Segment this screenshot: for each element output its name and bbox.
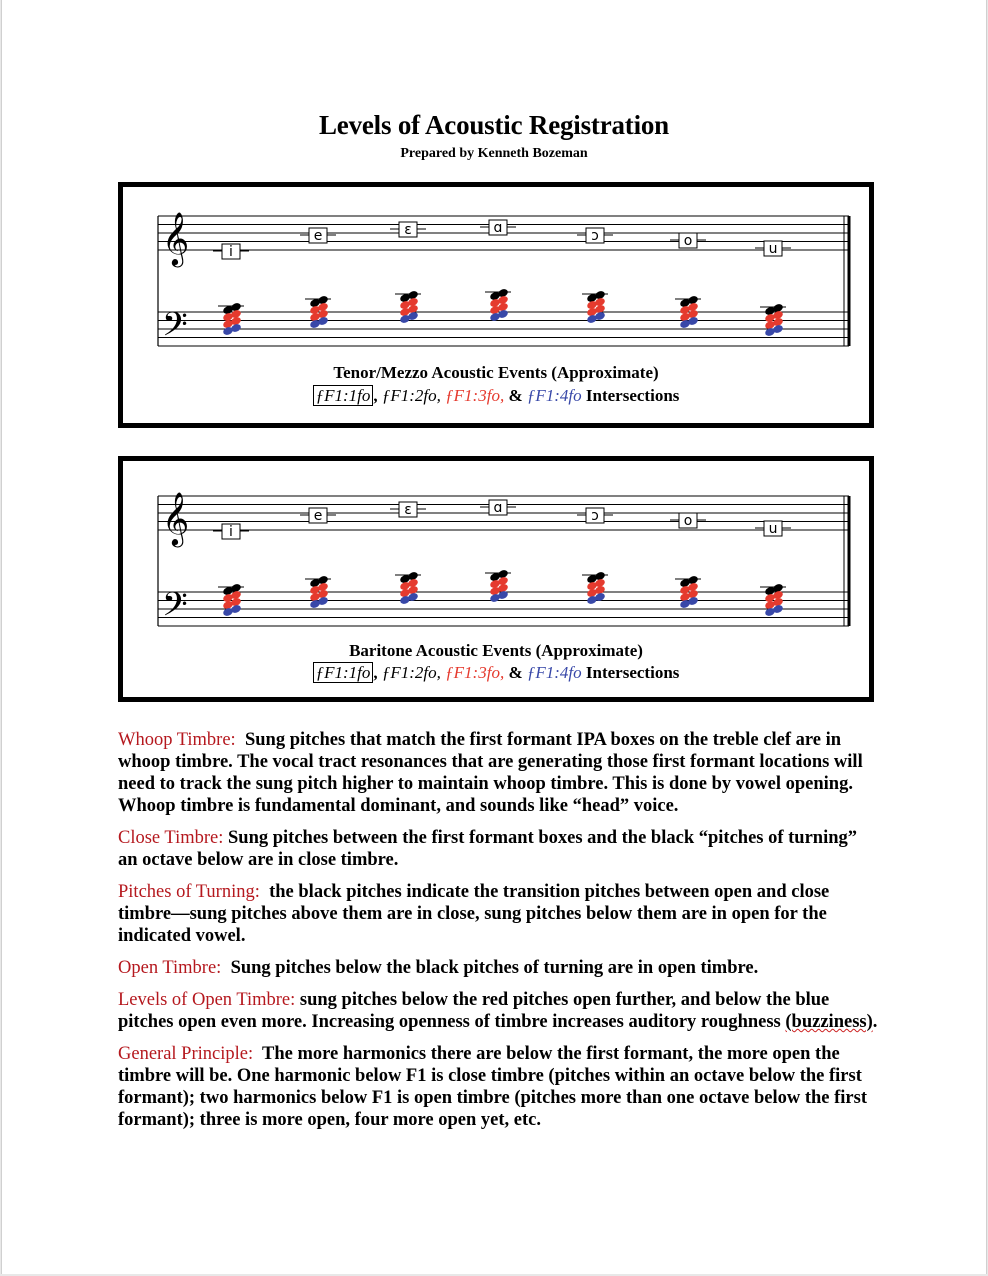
baritone-caption: Baritone Acoustic Events (Approximate) xyxy=(349,641,643,660)
vowel-label: u xyxy=(768,241,778,257)
paragraph-whoop-timbre: Whoop Timbre: Sung pitches that match the first formant IPA boxes on the treble clef are in whoop timbre. The vocal tract resonances that are generating those first formant locations will need to track the sung pitch higher to maintain whoop timbre. This is done by vowel opening. Whoop timbre is fundamental dominant, and sounds like “head” voice. xyxy=(118,730,863,816)
vowel-label: u xyxy=(768,521,778,537)
bass-clef-icon: 𝄢 xyxy=(162,306,188,352)
legend-f1-4: ƒF1:4fo xyxy=(526,663,582,682)
baritone-legend: ƒF1:1fo , ƒF1:2fo, ƒF1:3fo, & ƒF1:4fo Intersections xyxy=(123,663,869,683)
vowel-label: i xyxy=(229,244,233,260)
vowel-label: i xyxy=(229,524,233,540)
vowel-label: ɛ xyxy=(404,502,412,518)
paragraph-levels-of-open-timbre: Levels of Open Timbre: sung pitches below the red pitches open further, and below the blue pitches open even more. Increasing openness of timbre increases auditory roughness (buzziness). xyxy=(118,990,878,1032)
vowel-label: ɛ xyxy=(404,222,412,238)
vowel-label: ɔ xyxy=(591,508,599,524)
explanation-text xyxy=(118,729,878,1141)
paragraph-general-principle: General Principle: The more harmonics there are below the first formant, the more open the timbre will be. One harmonic below F1 is close timbre (pitches within an octave below the first formant); two harmonics below F1 is open timbre (pitches more than one octave below the first formant); three is more open, four more open yet, etc. xyxy=(118,1044,867,1130)
baritone-score xyxy=(123,461,869,697)
vowel-label: ɔ xyxy=(591,228,599,244)
paragraph-pitches-of-turning: Pitches of Turning: the black pitches indicate the transition pitches between open and close timbre—sung pitches above them are in close, sung pitches below them are in open for the indicated vowel. xyxy=(118,882,830,946)
legend-f1-1: ƒF1:1fo xyxy=(313,662,374,683)
vowel-label: ɑ xyxy=(493,500,503,516)
paragraph-close-timbre: Close Timbre: Sung pitches between the first formant boxes and the black “pitches of turning” an octave below are in close timbre. xyxy=(118,828,858,870)
vowel-label: e xyxy=(313,228,323,244)
vowel-label: e xyxy=(313,508,323,524)
page-subtitle: Prepared by Kenneth Bozeman xyxy=(400,146,588,161)
legend-f1-3: ƒF1:3fo, xyxy=(445,386,505,405)
treble-clef-icon: 𝄞 xyxy=(162,211,190,265)
treble-clef-icon: 𝄞 xyxy=(162,491,190,545)
legend-f1-1: ƒF1:1fo xyxy=(313,385,374,406)
baritone-panel xyxy=(118,456,874,702)
page-title: Levels of Acoustic Registration xyxy=(319,110,669,140)
tenor-mezzo-legend: ƒF1:1fo , ƒF1:2fo, ƒF1:3fo, & ƒF1:4fo Intersections xyxy=(123,386,869,406)
tenor-mezzo-panel xyxy=(118,182,874,428)
bass-clef-icon: 𝄢 xyxy=(162,586,188,632)
tenor-mezzo-caption: Tenor/Mezzo Acoustic Events (Approximate) xyxy=(333,363,659,382)
legend-f1-2: ƒF1:2fo, xyxy=(381,386,441,405)
spellcheck-underline: (buzziness) xyxy=(785,1012,873,1032)
legend-f1-2: ƒF1:2fo, xyxy=(381,663,441,682)
vowel-label: ɑ xyxy=(493,220,503,236)
vowel-label: o xyxy=(683,513,693,529)
vowel-label: o xyxy=(683,233,693,249)
legend-f1-3: ƒF1:3fo, xyxy=(445,663,505,682)
paragraph-open-timbre: Open Timbre: Sung pitches below the black pitches of turning are in open timbre. xyxy=(118,958,759,978)
legend-f1-4: ƒF1:4fo xyxy=(526,386,582,405)
